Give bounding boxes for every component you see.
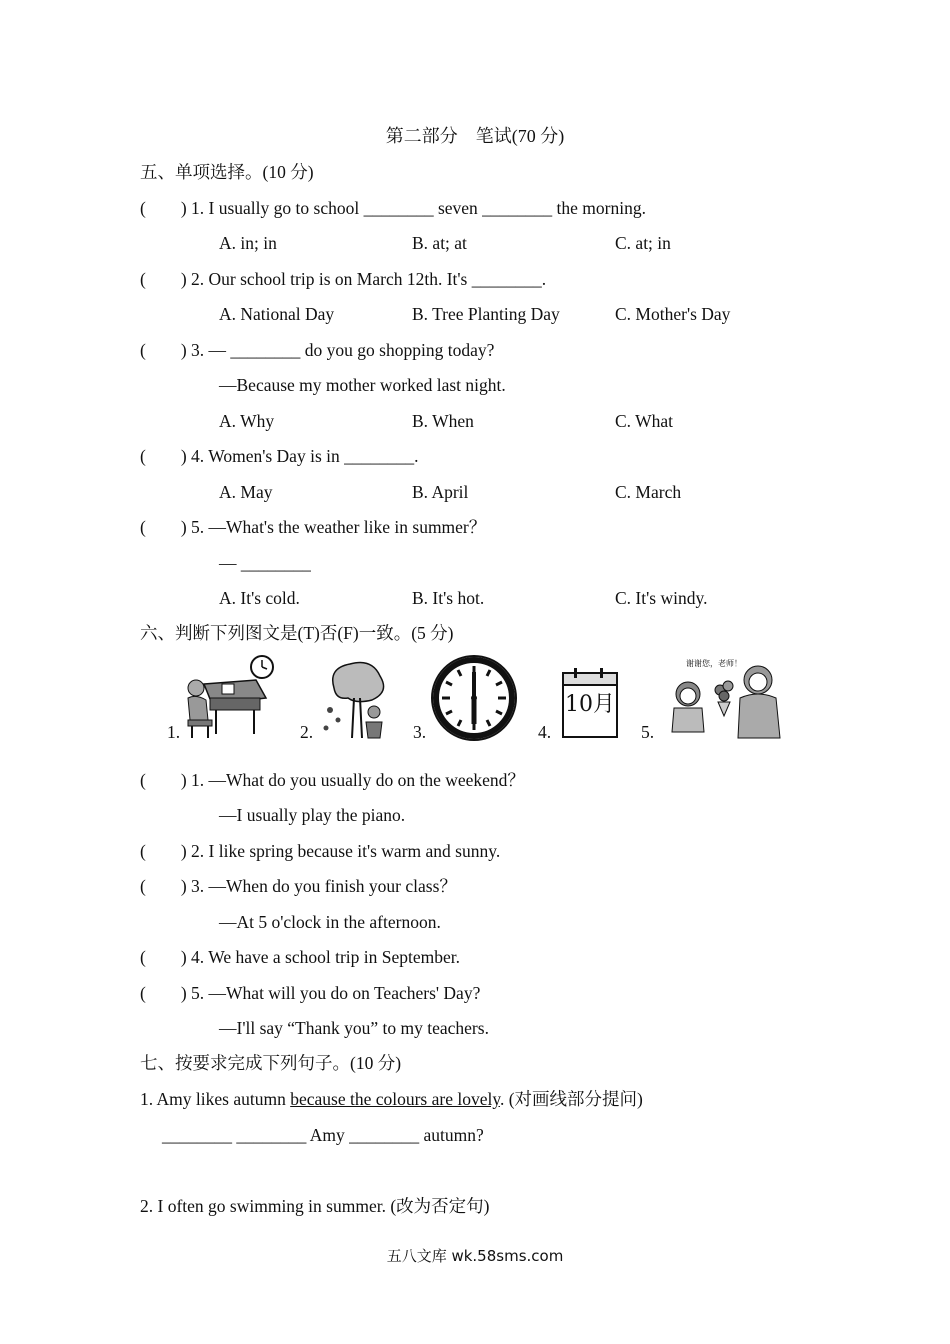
q3-option-a: A. Why — [219, 411, 275, 431]
speech-text: 谢谢您，老师！ — [686, 659, 742, 668]
q3-option-b: B. When — [412, 411, 474, 431]
falling-leaves-picture — [320, 658, 392, 740]
q5-option-a: A. It's cold. — [219, 588, 300, 608]
q4-text: ( ) 4. Women's Day is in ________. — [140, 446, 419, 466]
q5-subline: — ________ — [219, 553, 311, 573]
item2-sentence: 2. I often go swimming in summer. (改为否定句) — [140, 1196, 490, 1216]
s4-text: ( ) 4. We have a school trip in September. — [140, 947, 460, 967]
section7-heading: 七、按要求完成下列句子。(10 分) — [140, 1053, 402, 1073]
picture-label-1: 1. — [167, 722, 181, 742]
q4-option-a: A. May — [219, 482, 273, 502]
section5-heading: 五、单项选择。(10 分) — [140, 162, 314, 182]
item1-sentence — [140, 1088, 643, 1110]
picture-label-4: 4. — [538, 722, 552, 742]
calendar-picture — [562, 672, 618, 738]
picture-label-2: 2. — [300, 722, 314, 742]
q5-option-b: B. It's hot. — [412, 588, 485, 608]
q2-option-c: C. Mother's Day — [615, 304, 731, 324]
q3-option-c: C. What — [615, 411, 674, 431]
q2-option-a: A. National Day — [219, 304, 335, 324]
q2-text: ( ) 2. Our school trip is on March 12th. It's ________. — [140, 269, 547, 289]
q3-subline: —Because my mother worked last night. — [219, 375, 506, 395]
q5-text: ( ) 5. —What's the weather like in summer？ — [140, 517, 487, 537]
s5-subline: —I'll say “Thank you” to my teachers. — [219, 1018, 489, 1038]
s5-text: ( ) 5. —What will you do on Teachers' Day? — [140, 983, 481, 1003]
footer-watermark: 五八文库 wk.58sms.com — [386, 1247, 564, 1265]
s2-text: ( ) 2. I like spring because it's warm and sunny. — [140, 841, 501, 861]
q5-option-c: C. It's windy. — [615, 588, 708, 608]
q1-text: ( ) 1. I usually go to school ________ seven ________ the morning. — [140, 198, 646, 218]
item1-underlined: because the colours are lovely — [290, 1089, 500, 1109]
picture-label-3: 3. — [413, 722, 427, 742]
teachers-day-picture — [660, 654, 786, 740]
item1-answer-line: ________ ________ Amy ________ autumn? — [162, 1125, 484, 1145]
item1-pre: 1. Amy likes autumn — [140, 1089, 291, 1109]
q1-option-c: C. at; in — [615, 233, 671, 253]
page-title: 第二部分 笔试(70 分) — [385, 126, 565, 146]
s1-text: ( ) 1. —What do you usually do on the weekend？ — [140, 770, 525, 790]
q4-option-c: C. March — [615, 482, 682, 502]
s3-text: ( ) 3. —When do you finish your class？ — [140, 876, 457, 896]
calendar-date: 10月 — [565, 692, 615, 717]
q1-option-a: A. in; in — [219, 233, 277, 253]
s1-subline: —I usually play the piano. — [219, 805, 406, 825]
picture-label-5: 5. — [641, 722, 655, 742]
q3-text: ( ) 3. — ________ do you go shopping today? — [140, 340, 495, 360]
piano-player-picture — [182, 654, 278, 740]
q1-option-b: B. at; at — [412, 233, 467, 253]
q2-option-b: B. Tree Planting Day — [412, 304, 560, 324]
s3-subline: —At 5 o'clock in the afternoon. — [219, 912, 441, 932]
item1-post: . (对画线部分提问) — [499, 1089, 643, 1109]
section6-heading: 六、判断下列图文是(T)否(F)一致。(5 分) — [140, 623, 454, 643]
q4-option-b: B. April — [412, 482, 469, 502]
clock-picture — [430, 654, 518, 744]
